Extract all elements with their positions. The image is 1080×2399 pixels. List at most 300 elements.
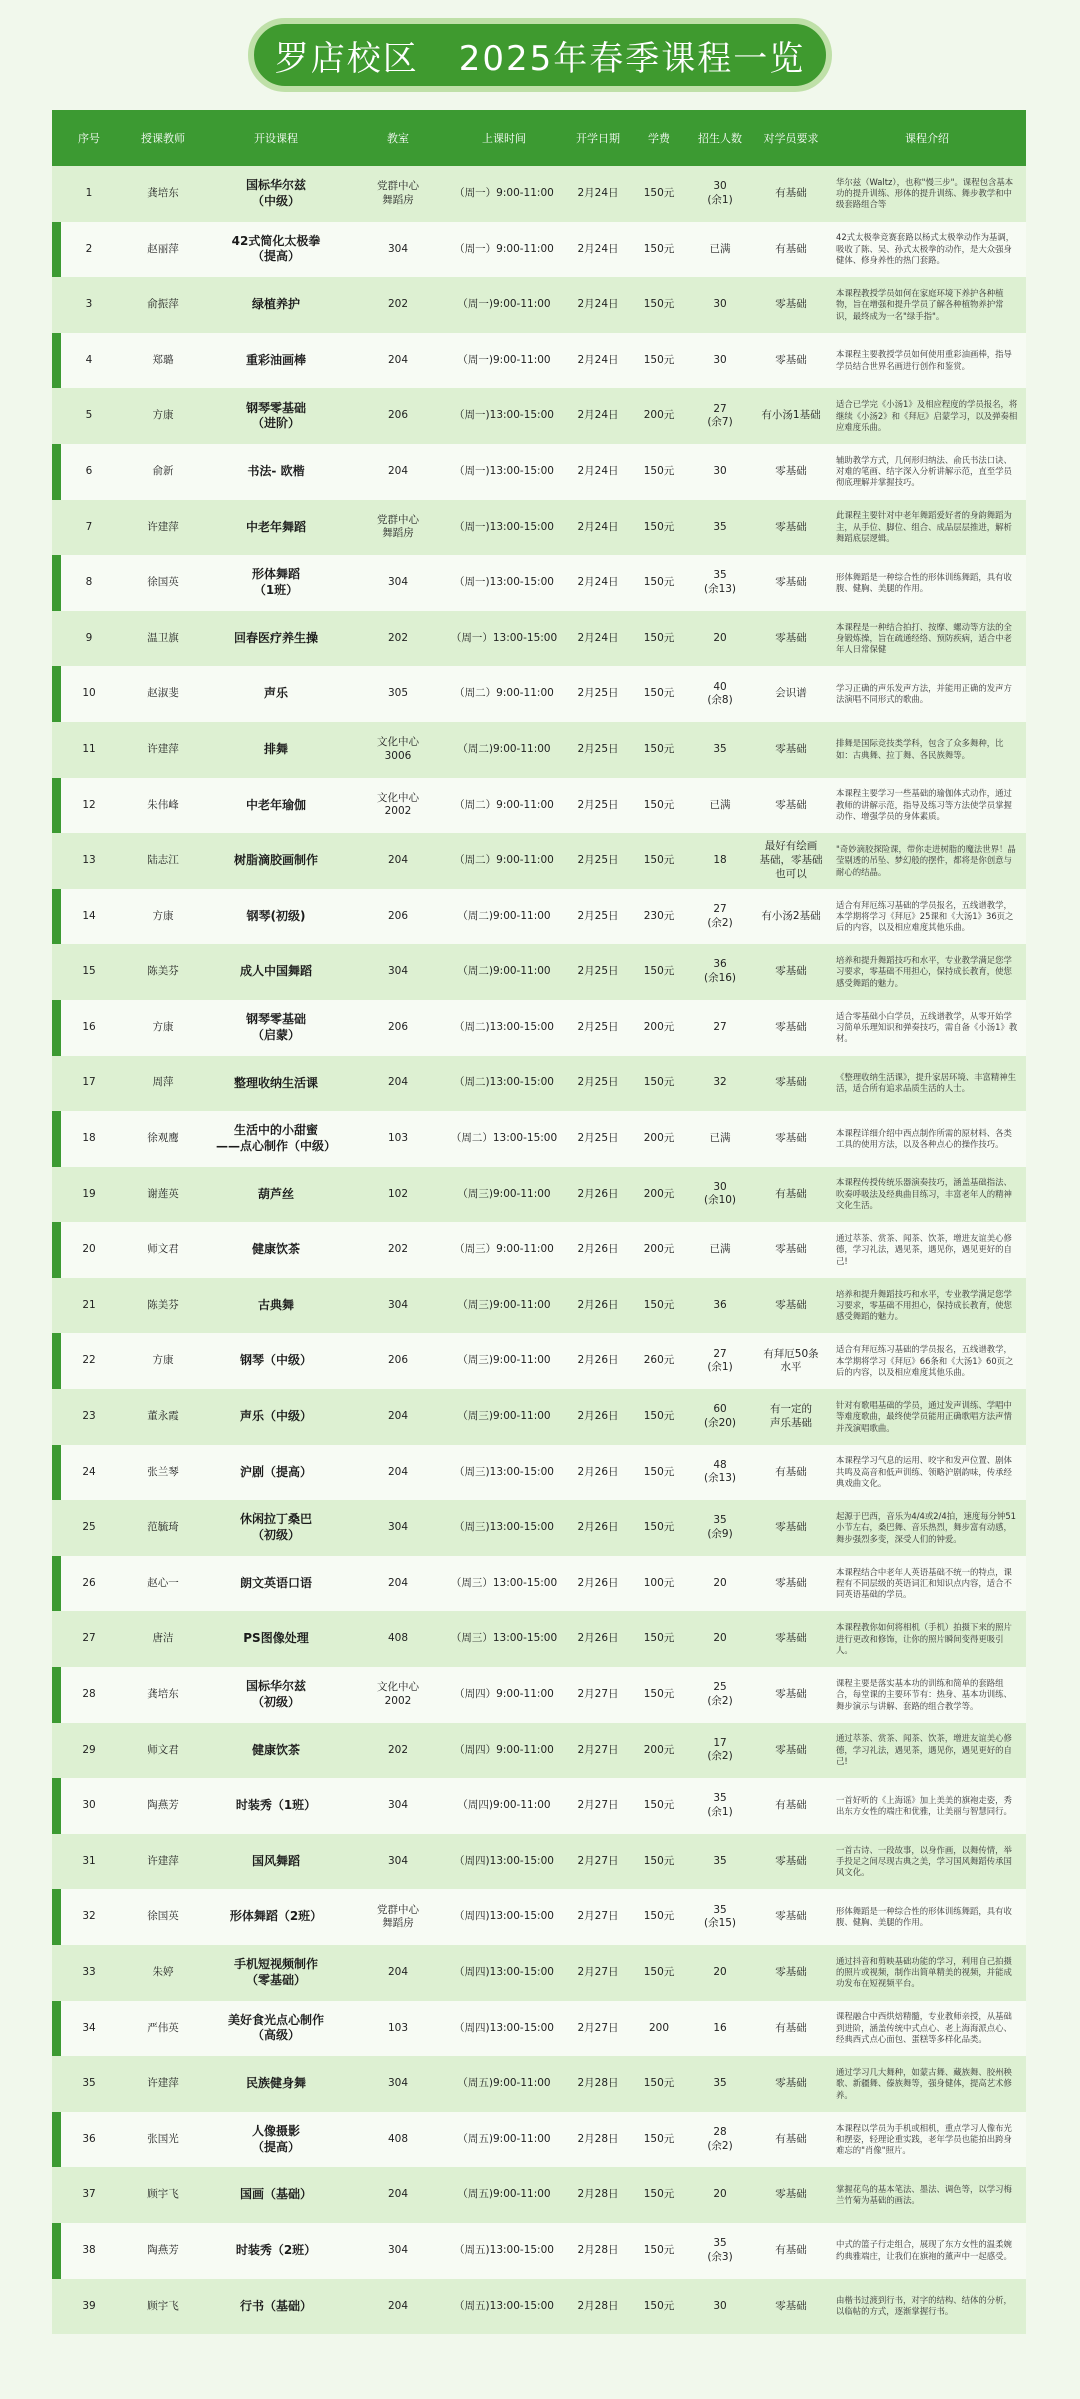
col-no-cell: 37 — [52, 2167, 126, 2223]
table-row — [52, 1556, 1026, 1612]
col-start-date-cell: 2月26日 — [564, 1333, 632, 1389]
table-row — [52, 944, 1026, 1000]
col-course-cell: 回春医疗养生操 — [200, 611, 352, 667]
col-no-cell: 25 — [52, 1500, 126, 1556]
table-row — [52, 444, 1026, 500]
col-description-cell: 本课程详细介绍中西点制作所需的原材料、各类工具的使用方法，以及各种点心的操作技巧。 — [828, 1111, 1026, 1167]
col-enrollment-cell: 35 (余3) — [686, 2223, 754, 2279]
col-description-cell: 通过萃茶、赏茶、闻茶、饮茶，增进友谊美心修德，学习礼法，遇见茶，遇见你，遇见更好的自己! — [828, 1723, 1026, 1779]
col-teacher-cell: 陆志江 — [126, 833, 200, 889]
col-room-cell: 204 — [352, 2167, 444, 2223]
col-room-cell: 204 — [352, 1389, 444, 1445]
col-time-cell: （周四)9:00-11:00 — [444, 1778, 564, 1834]
col-enrollment-cell: 35 (余1) — [686, 1778, 754, 1834]
col-course-cell: 民族健身舞 — [200, 2056, 352, 2112]
col-room-cell: 206 — [352, 889, 444, 945]
table-row — [52, 1611, 1026, 1667]
table-row — [52, 166, 1026, 222]
col-fee-cell: 150元 — [632, 2223, 686, 2279]
col-no-cell: 39 — [52, 2279, 126, 2335]
col-course-cell: 中老年舞蹈 — [200, 500, 352, 556]
col-room-cell: 206 — [352, 388, 444, 444]
table-header-row — [52, 110, 1026, 166]
col-teacher-cell: 温卫旗 — [126, 611, 200, 667]
col-room-cell: 文化中心 3006 — [352, 722, 444, 778]
col-course-cell: 葫芦丝 — [200, 1167, 352, 1223]
col-teacher-cell: 陶燕芳 — [126, 1778, 200, 1834]
col-fee-cell: 200元 — [632, 388, 686, 444]
table-row — [52, 1000, 1026, 1056]
col-enrollment-cell: 27 — [686, 1000, 754, 1056]
col-time-cell: （周二)9:00-11:00 — [444, 722, 564, 778]
col-enrollment-cell: 30 (余10) — [686, 1167, 754, 1223]
col-time-cell: （周一)13:00-15:00 — [444, 388, 564, 444]
col-description-cell: 本课程结合中老年人英语基础不统一的特点，课程有不同层级的英语词汇和知识点内容，适合不同英语基础的学员。 — [828, 1556, 1026, 1612]
col-no-cell: 32 — [52, 1889, 126, 1945]
table-row — [52, 1834, 1026, 1890]
col-description-cell: 课程融合中西烘焙精髓，专业教师亲授，从基础到进阶，涵盖传统中式点心、老上海海派点心、经典西式点心面包、蛋糕等多样化品类。 — [828, 2001, 1026, 2057]
col-time-cell: （周四)13:00-15:00 — [444, 1889, 564, 1945]
col-fee-cell: 150元 — [632, 778, 686, 834]
col-room-cell: 204 — [352, 1556, 444, 1612]
col-no-cell: 11 — [52, 722, 126, 778]
col-teacher-cell: 方康 — [126, 1333, 200, 1389]
col-enrollment-cell: 20 — [686, 2167, 754, 2223]
col-course-header: 开设课程 — [200, 110, 352, 166]
table-row — [52, 1445, 1026, 1501]
col-room-cell: 204 — [352, 2279, 444, 2335]
col-description-cell: 此课程主要针对中老年舞蹈爱好者的身韵舞蹈为主，从手位、脚位、组合、成品层层推进，解析舞蹈底层逻辑。 — [828, 500, 1026, 556]
col-time-cell: （周一)13:00-15:00 — [444, 444, 564, 500]
col-course-cell: PS图像处理 — [200, 1611, 352, 1667]
table-row — [52, 333, 1026, 389]
col-enrollment-cell: 35 — [686, 722, 754, 778]
table-row — [52, 277, 1026, 333]
col-teacher-cell: 许建萍 — [126, 1834, 200, 1890]
col-fee-cell: 260元 — [632, 1333, 686, 1389]
col-room-cell: 408 — [352, 2112, 444, 2168]
col-time-cell: （周二)9:00-11:00 — [444, 944, 564, 1000]
col-time-cell: （周二）9:00-11:00 — [444, 778, 564, 834]
col-description-cell: 通过学习几大舞种，如蒙古舞、藏族舞、胶州秧歌、新疆舞、傣族舞等，强身健体，提高艺术修养。 — [828, 2056, 1026, 2112]
col-teacher-cell: 方康 — [126, 1000, 200, 1056]
col-course-cell: 人像摄影 （提高） — [200, 2112, 352, 2168]
col-description-cell: 培养和提升舞蹈技巧和水平，专业教学满足您学习要求，零基础不用担心，保持成长教育，使您感受舞蹈的魅力。 — [828, 1278, 1026, 1334]
col-fee-cell: 150元 — [632, 500, 686, 556]
col-room-cell: 202 — [352, 611, 444, 667]
col-course-cell: 行书（基础） — [200, 2279, 352, 2335]
col-fee-cell: 200元 — [632, 1222, 686, 1278]
col-requirement-cell: 零基础 — [754, 333, 828, 389]
col-fee-cell: 150元 — [632, 1667, 686, 1723]
col-no-cell: 23 — [52, 1389, 126, 1445]
col-fee-cell: 150元 — [632, 1889, 686, 1945]
col-teacher-header: 授课教师 — [126, 110, 200, 166]
col-course-cell: 成人中国舞蹈 — [200, 944, 352, 1000]
col-teacher-cell: 徐国英 — [126, 555, 200, 611]
col-teacher-cell: 严伟英 — [126, 2001, 200, 2057]
col-enrollment-cell: 36 — [686, 1278, 754, 1334]
col-fee-cell: 150元 — [632, 1445, 686, 1501]
col-enrollment-cell: 48 (余13) — [686, 1445, 754, 1501]
title-pill — [248, 18, 832, 92]
col-fee-cell: 200元 — [632, 1000, 686, 1056]
col-teacher-cell: 方康 — [126, 388, 200, 444]
col-teacher-cell: 范毓琦 — [126, 1500, 200, 1556]
col-time-cell: （周五)9:00-11:00 — [444, 2167, 564, 2223]
table-row — [52, 1889, 1026, 1945]
col-description-cell: 本课程是一种结合拍打、按摩、螺动等方法的全身锻炼操，旨在疏通经络、预防疾病，适合中老年人日常保健 — [828, 611, 1026, 667]
col-fee-header: 学费 — [632, 110, 686, 166]
col-fee-cell: 150元 — [632, 1834, 686, 1890]
col-course-cell: 重彩油画棒 — [200, 333, 352, 389]
col-start-date-cell: 2月25日 — [564, 666, 632, 722]
col-description-cell: 本课程以学员为手机或相机，重点学习人像布光和摆姿，轻理论重实践，老年学员也能拍出跨身难忘的"肖像"照片。 — [828, 2112, 1026, 2168]
col-course-cell: 钢琴（中级） — [200, 1333, 352, 1389]
col-teacher-cell: 董永霞 — [126, 1389, 200, 1445]
col-requirement-cell: 零基础 — [754, 944, 828, 1000]
col-requirement-cell: 零基础 — [754, 500, 828, 556]
col-teacher-cell: 赵丽萍 — [126, 222, 200, 278]
col-room-cell: 103 — [352, 2001, 444, 2057]
col-room-cell: 文化中心 2002 — [352, 1667, 444, 1723]
col-description-cell: 辅助教学方式，几何形归纳法、俞氏书法口诀、对难的笔画、结字深入分析讲解示范，直至学员彻底理解并掌握技巧。 — [828, 444, 1026, 500]
col-fee-cell: 150元 — [632, 166, 686, 222]
col-course-cell: 国标华尔兹 （初级） — [200, 1667, 352, 1723]
col-teacher-cell: 徐国英 — [126, 1889, 200, 1945]
col-no-cell: 29 — [52, 1723, 126, 1779]
col-teacher-cell: 许建萍 — [126, 2056, 200, 2112]
col-room-cell: 408 — [352, 1611, 444, 1667]
col-description-cell: 通过萃茶、赏茶、闻茶、饮茶，增进友谊美心修德，学习礼法，遇见茶，遇见你，遇见更好的自己! — [828, 1222, 1026, 1278]
col-no-cell: 7 — [52, 500, 126, 556]
col-time-header: 上课时间 — [444, 110, 564, 166]
col-description-header: 课程介绍 — [828, 110, 1026, 166]
col-requirement-cell: 会识谱 — [754, 666, 828, 722]
col-teacher-cell: 朱婷 — [126, 1945, 200, 2001]
col-start-date-cell: 2月24日 — [564, 388, 632, 444]
col-time-cell: （周四)13:00-15:00 — [444, 1834, 564, 1890]
col-requirement-cell: 零基础 — [754, 277, 828, 333]
col-room-cell: 206 — [352, 1000, 444, 1056]
col-fee-cell: 150元 — [632, 1778, 686, 1834]
col-no-cell: 3 — [52, 277, 126, 333]
col-teacher-cell: 师文君 — [126, 1723, 200, 1779]
col-description-cell: 由楷书过渡到行书，对字的结构、结体的分析，以临帖的方式，逐渐掌握行书。 — [828, 2279, 1026, 2335]
col-fee-cell: 150元 — [632, 944, 686, 1000]
col-requirement-cell: 零基础 — [754, 1056, 828, 1112]
col-start-date-cell: 2月28日 — [564, 2279, 632, 2335]
col-description-cell: 适合零基础小白学员，五线谱教学，从零开始学习简单乐理知识和弹奏技巧，需自备《小汤1》教材。 — [828, 1000, 1026, 1056]
col-enrollment-cell: 30 — [686, 277, 754, 333]
col-no-cell: 5 — [52, 388, 126, 444]
col-fee-cell: 150元 — [632, 666, 686, 722]
col-enrollment-cell: 32 — [686, 1056, 754, 1112]
col-no-cell: 38 — [52, 2223, 126, 2279]
col-no-cell: 13 — [52, 833, 126, 889]
col-teacher-cell: 谢莲英 — [126, 1167, 200, 1223]
col-no-cell: 31 — [52, 1834, 126, 1890]
table-row — [52, 1333, 1026, 1389]
col-room-cell: 202 — [352, 1723, 444, 1779]
col-time-cell: （周三）9:00-11:00 — [444, 1222, 564, 1278]
col-time-cell: （周三)13:00-15:00 — [444, 1445, 564, 1501]
col-start-date-cell: 2月24日 — [564, 333, 632, 389]
course-table-container — [52, 110, 1026, 2334]
col-requirement-cell: 零基础 — [754, 1222, 828, 1278]
col-start-date-cell: 2月26日 — [564, 1167, 632, 1223]
col-no-cell: 12 — [52, 778, 126, 834]
col-enrollment-header: 招生人数 — [686, 110, 754, 166]
col-course-cell: 国标华尔兹 （中级） — [200, 166, 352, 222]
col-course-cell: 手机短视频制作 （零基础） — [200, 1945, 352, 2001]
col-teacher-cell: 赵心一 — [126, 1556, 200, 1612]
col-time-cell: （周二）9:00-11:00 — [444, 833, 564, 889]
col-course-cell: 休闲拉丁桑巴 （初级） — [200, 1500, 352, 1556]
table-row — [52, 2001, 1026, 2057]
col-room-cell: 202 — [352, 1222, 444, 1278]
col-room-cell: 304 — [352, 2056, 444, 2112]
col-teacher-cell: 朱伟峰 — [126, 778, 200, 834]
col-course-cell: 中老年瑜伽 — [200, 778, 352, 834]
col-fee-cell: 100元 — [632, 1556, 686, 1612]
col-requirement-cell: 零基础 — [754, 1889, 828, 1945]
col-course-cell: 美好食光点心制作 （高级） — [200, 2001, 352, 2057]
col-start-date-cell: 2月25日 — [564, 1056, 632, 1112]
col-start-date-cell: 2月25日 — [564, 722, 632, 778]
col-description-cell: 适合已学完《小汤1》及相应程度的学员报名，将继续《小汤2》和《拜厄》启蒙学习，以及弹奏相应难度乐曲。 — [828, 388, 1026, 444]
col-description-cell: 形体舞蹈是一种综合性的形体训练舞蹈，具有收腹、健胸、美腿的作用。 — [828, 555, 1026, 611]
table-row — [52, 1111, 1026, 1167]
table-row — [52, 666, 1026, 722]
col-requirement-cell: 有基础 — [754, 1167, 828, 1223]
col-enrollment-cell: 60 (余20) — [686, 1389, 754, 1445]
col-requirement-cell: 零基础 — [754, 611, 828, 667]
col-requirement-cell: 有基础 — [754, 2001, 828, 2057]
col-time-cell: （周二)9:00-11:00 — [444, 889, 564, 945]
col-enrollment-cell: 已满 — [686, 778, 754, 834]
col-time-cell: （周一)9:00-11:00 — [444, 277, 564, 333]
col-requirement-cell: 零基础 — [754, 1945, 828, 2001]
table-row — [52, 1167, 1026, 1223]
col-fee-cell: 150元 — [632, 277, 686, 333]
col-no-cell: 28 — [52, 1667, 126, 1723]
title-banner — [0, 0, 1080, 104]
col-description-cell: 通过抖音和剪映基础功能的学习，利用自己拍摄的照片或视频，制作出简单精美的视频，并能成功发布在短视频平台。 — [828, 1945, 1026, 2001]
table-row — [52, 2112, 1026, 2168]
col-course-cell: 健康饮茶 — [200, 1222, 352, 1278]
col-time-cell: （周一)13:00-15:00 — [444, 555, 564, 611]
col-course-cell: 排舞 — [200, 722, 352, 778]
col-start-date-cell: 2月28日 — [564, 2223, 632, 2279]
col-course-cell: 声乐 — [200, 666, 352, 722]
table-row — [52, 778, 1026, 834]
col-description-cell: 一首好听的《上海谣》加上美美的旗袍走姿，秀出东方女性的端庄和优雅，让美丽与智慧同行。 — [828, 1778, 1026, 1834]
col-room-cell: 102 — [352, 1167, 444, 1223]
col-no-header: 序号 — [52, 110, 126, 166]
col-teacher-cell: 陈美芬 — [126, 1278, 200, 1334]
col-time-cell: （周三)9:00-11:00 — [444, 1389, 564, 1445]
col-enrollment-cell: 20 — [686, 1945, 754, 2001]
col-start-date-cell: 2月27日 — [564, 2001, 632, 2057]
col-time-cell: （周三)9:00-11:00 — [444, 1278, 564, 1334]
col-teacher-cell: 郑璐 — [126, 333, 200, 389]
col-teacher-cell: 张兰琴 — [126, 1445, 200, 1501]
col-enrollment-cell: 30 — [686, 333, 754, 389]
col-room-cell: 204 — [352, 333, 444, 389]
col-enrollment-cell: 35 (余15) — [686, 1889, 754, 1945]
col-teacher-cell: 龚培东 — [126, 1667, 200, 1723]
table-row — [52, 555, 1026, 611]
col-description-cell: 课程主要是落实基本功的训练和简单的套路组合，每堂课的主要环节有：热身、基本功训练、舞步演示与讲解、套路的组合教学等。 — [828, 1667, 1026, 1723]
col-description-cell: 本课程主要学习一些基础的瑜伽体式动作，通过教师的讲解示范，指导及练习等方法使学员掌握动作、增强学员的身体素质。 — [828, 778, 1026, 834]
table-row — [52, 2223, 1026, 2279]
col-room-cell: 304 — [352, 944, 444, 1000]
col-no-cell: 34 — [52, 2001, 126, 2057]
col-requirement-cell: 有基础 — [754, 166, 828, 222]
col-enrollment-cell: 35 — [686, 2056, 754, 2112]
col-time-cell: （周二）9:00-11:00 — [444, 666, 564, 722]
col-time-cell: （周一）13:00-15:00 — [444, 611, 564, 667]
col-time-cell: （周一）9:00-11:00 — [444, 222, 564, 278]
col-requirement-cell: 零基础 — [754, 1834, 828, 1890]
col-fee-cell: 150元 — [632, 1389, 686, 1445]
col-fee-cell: 230元 — [632, 889, 686, 945]
col-time-cell: （周五)9:00-11:00 — [444, 2056, 564, 2112]
col-start-date-cell: 2月26日 — [564, 1556, 632, 1612]
col-teacher-cell: 俞振萍 — [126, 277, 200, 333]
col-start-date-cell: 2月27日 — [564, 1778, 632, 1834]
col-start-date-cell: 2月28日 — [564, 2112, 632, 2168]
campus-title: 罗店校区 — [274, 38, 419, 79]
col-start-date-cell: 2月25日 — [564, 944, 632, 1000]
col-no-cell: 24 — [52, 1445, 126, 1501]
col-requirement-cell: 有基础 — [754, 222, 828, 278]
col-room-cell: 党群中心 舞蹈房 — [352, 500, 444, 556]
table-row — [52, 1778, 1026, 1834]
col-start-date-cell: 2月27日 — [564, 1723, 632, 1779]
col-requirement-cell: 有基础 — [754, 2112, 828, 2168]
table-row — [52, 1278, 1026, 1334]
col-start-date-cell: 2月26日 — [564, 1222, 632, 1278]
col-room-cell: 304 — [352, 2223, 444, 2279]
col-start-date-header: 开学日期 — [564, 110, 632, 166]
col-description-cell: 排舞是国际竞技类学科，包含了众多舞种，比如：古典舞、拉丁舞、各民族舞等。 — [828, 722, 1026, 778]
col-enrollment-cell: 28 (余2) — [686, 2112, 754, 2168]
col-requirement-cell: 零基础 — [754, 2167, 828, 2223]
col-no-cell: 26 — [52, 1556, 126, 1612]
col-description-cell: 中式的篮子行走组合，展现了东方女性的温柔婉约典雅端庄，让我们在旗袍的薰声中一起感受。 — [828, 2223, 1026, 2279]
col-time-cell: （周三）13:00-15:00 — [444, 1611, 564, 1667]
col-fee-cell: 150元 — [632, 2056, 686, 2112]
col-fee-cell: 150元 — [632, 222, 686, 278]
col-enrollment-cell: 20 — [686, 611, 754, 667]
col-no-cell: 21 — [52, 1278, 126, 1334]
col-time-cell: （周四)13:00-15:00 — [444, 2001, 564, 2057]
col-room-cell: 304 — [352, 1834, 444, 1890]
col-teacher-cell: 陶燕芳 — [126, 2223, 200, 2279]
col-teacher-cell: 方康 — [126, 889, 200, 945]
table-row — [52, 500, 1026, 556]
col-no-cell: 16 — [52, 1000, 126, 1056]
col-room-cell: 304 — [352, 1278, 444, 1334]
col-description-cell: 本课程主要教授学员如何使用重彩油画棒，指导学员结合世界名画进行创作和鉴赏。 — [828, 333, 1026, 389]
col-start-date-cell: 2月27日 — [564, 1889, 632, 1945]
col-room-header: 教室 — [352, 110, 444, 166]
col-teacher-cell: 许建萍 — [126, 500, 200, 556]
col-no-cell: 35 — [52, 2056, 126, 2112]
col-start-date-cell: 2月25日 — [564, 1111, 632, 1167]
col-requirement-header: 对学员要求 — [754, 110, 828, 166]
col-start-date-cell: 2月26日 — [564, 1611, 632, 1667]
table-row — [52, 1056, 1026, 1112]
col-start-date-cell: 2月24日 — [564, 166, 632, 222]
col-room-cell: 党群中心 舞蹈房 — [352, 166, 444, 222]
col-teacher-cell: 张国光 — [126, 2112, 200, 2168]
col-requirement-cell: 零基础 — [754, 1111, 828, 1167]
col-fee-cell: 150元 — [632, 2167, 686, 2223]
col-requirement-cell: 有基础 — [754, 2223, 828, 2279]
col-fee-cell: 150元 — [632, 1945, 686, 2001]
col-enrollment-cell: 已满 — [686, 1222, 754, 1278]
col-requirement-cell: 零基础 — [754, 722, 828, 778]
col-enrollment-cell: 30 (余1) — [686, 166, 754, 222]
col-requirement-cell: 有拜厄50条 水平 — [754, 1333, 828, 1389]
col-enrollment-cell: 已满 — [686, 222, 754, 278]
col-room-cell: 204 — [352, 1945, 444, 2001]
col-course-cell: 时装秀（2班） — [200, 2223, 352, 2279]
col-fee-cell: 150元 — [632, 722, 686, 778]
col-no-cell: 18 — [52, 1111, 126, 1167]
col-description-cell: 一首古诗、一段故事，以身作画，以舞传情，举手投足之间尽现古典之美，学习国风舞蹈传承国风文化。 — [828, 1834, 1026, 1890]
col-course-cell: 生活中的小甜蜜 ——点心制作（中级） — [200, 1111, 352, 1167]
col-teacher-cell: 唐洁 — [126, 1611, 200, 1667]
col-time-cell: （周四）9:00-11:00 — [444, 1723, 564, 1779]
col-time-cell: （周五)13:00-15:00 — [444, 2279, 564, 2335]
col-fee-cell: 200元 — [632, 1723, 686, 1779]
col-enrollment-cell: 30 — [686, 444, 754, 500]
course-list-title: 2025年春季课程一览 — [458, 38, 806, 79]
col-course-cell: 朗文英语口语 — [200, 1556, 352, 1612]
col-enrollment-cell: 35 — [686, 1834, 754, 1890]
col-course-cell: 42式简化太极拳 （提高） — [200, 222, 352, 278]
col-start-date-cell: 2月26日 — [564, 1389, 632, 1445]
col-room-cell: 204 — [352, 1056, 444, 1112]
col-fee-cell: 150元 — [632, 1056, 686, 1112]
col-requirement-cell: 零基础 — [754, 778, 828, 834]
col-enrollment-cell: 36 (余16) — [686, 944, 754, 1000]
table-row — [52, 2167, 1026, 2223]
col-fee-cell: 150元 — [632, 1278, 686, 1334]
col-course-cell: 形体舞蹈 （1班） — [200, 555, 352, 611]
col-requirement-cell: 零基础 — [754, 2056, 828, 2112]
col-time-cell: （周三)9:00-11:00 — [444, 1333, 564, 1389]
col-description-cell: 学习正确的声乐发声方法，并能用正确的发声方法演唱不同形式的歌曲。 — [828, 666, 1026, 722]
col-fee-cell: 150元 — [632, 444, 686, 500]
col-course-cell: 沪剧（提高） — [200, 1445, 352, 1501]
col-no-cell: 14 — [52, 889, 126, 945]
col-time-cell: （周三)9:00-11:00 — [444, 1167, 564, 1223]
col-requirement-cell: 零基础 — [754, 1556, 828, 1612]
course-table — [52, 110, 1026, 2334]
col-room-cell: 304 — [352, 555, 444, 611]
col-requirement-cell: 零基础 — [754, 444, 828, 500]
col-time-cell: （周五)13:00-15:00 — [444, 2223, 564, 2279]
col-start-date-cell: 2月24日 — [564, 444, 632, 500]
col-fee-cell: 200 — [632, 2001, 686, 2057]
table-row — [52, 1667, 1026, 1723]
col-description-cell: 适合有拜厄练习基础的学员报名，五线谱教学，本学期将学习《拜厄》66条和《大汤1》60页之后的内容，以及相应难度其他乐曲。 — [828, 1333, 1026, 1389]
